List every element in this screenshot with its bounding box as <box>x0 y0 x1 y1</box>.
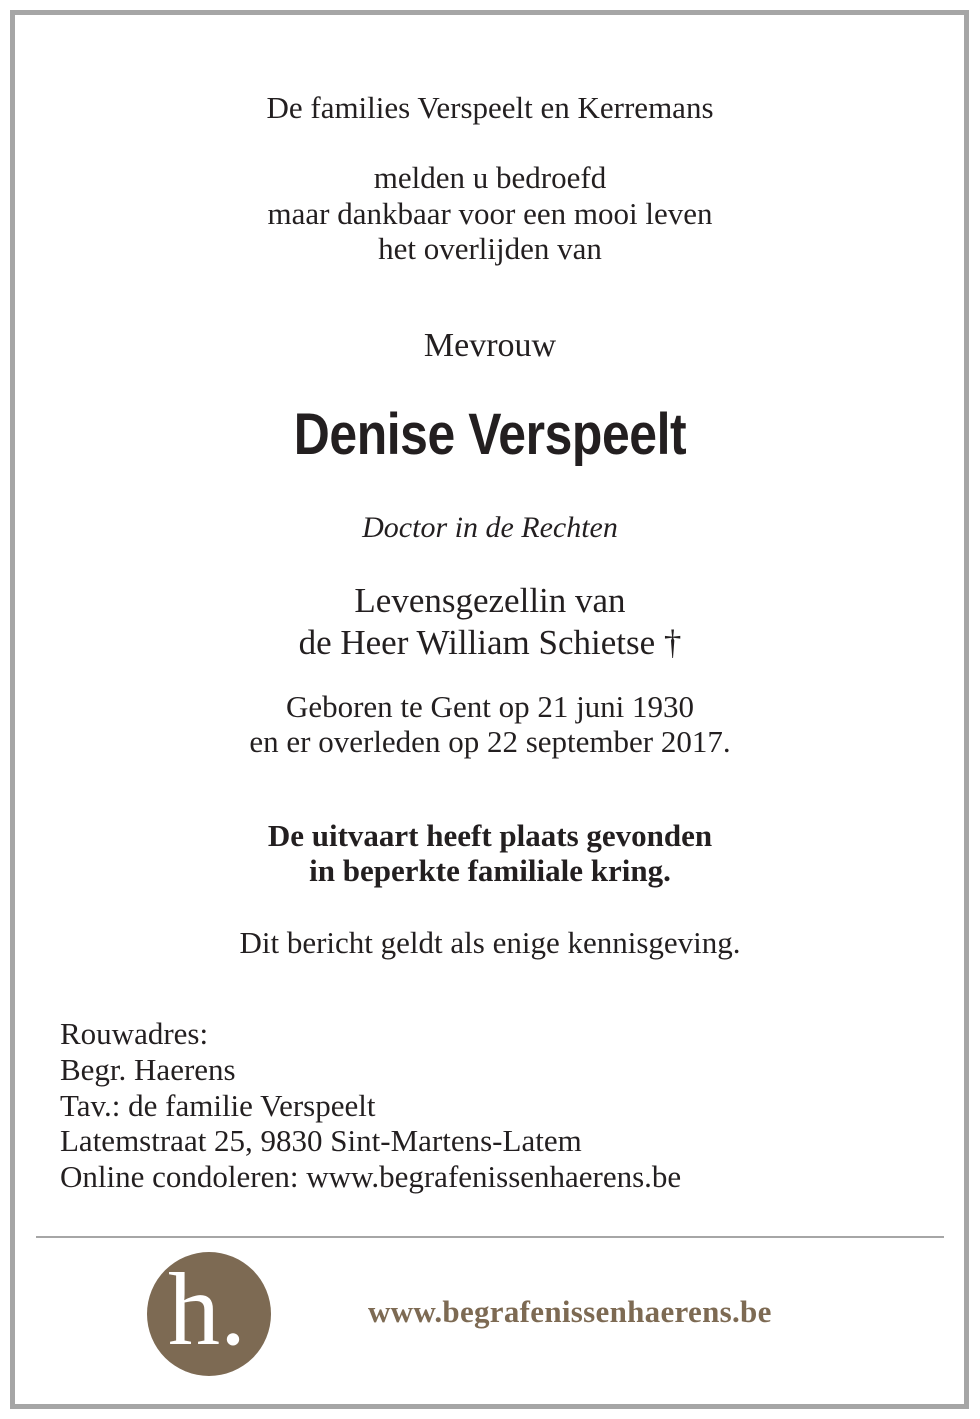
partner-line-2: de Heer William Schietse † <box>298 623 682 662</box>
haerens-logo <box>147 1252 271 1376</box>
address-attention: Tav.: de familie Verspeelt <box>60 1088 376 1123</box>
notice-line: Dit bericht geldt als enige kennisgeving. <box>239 925 741 960</box>
partner-line-1: Levensgezellin van <box>354 581 626 620</box>
deceased-title: Doctor in de Rechten <box>362 511 618 544</box>
deceased-name: Denise Verspeelt <box>293 402 687 467</box>
families-line: De families Verspeelt en Kerremans <box>266 90 714 125</box>
funeral-line-1: De uitvaart heeft plaats gevonden <box>267 818 713 853</box>
footer-website-link[interactable]: www.begrafenissenhaerens.be <box>368 1294 772 1329</box>
announcement-line-3: het overlijden van <box>378 231 602 266</box>
salutation: Mevrouw <box>423 327 557 364</box>
address-heading: Rouwadres: <box>60 1016 209 1051</box>
logo-letter: h. <box>168 1252 246 1367</box>
died-line: en er overleden op 22 september 2017. <box>249 724 731 759</box>
born-line: Geboren te Gent op 21 juni 1930 <box>285 689 695 724</box>
address-company: Begr. Haerens <box>60 1052 236 1087</box>
announcement-line-1: melden u bedroefd <box>373 160 607 195</box>
announcement-line-2: maar dankbaar voor een mooi leven <box>267 196 713 231</box>
funeral-line-2: in beperkte familiale kring. <box>309 853 671 888</box>
address-street: Latemstraat 25, 9830 Sint-Martens-Latem <box>60 1123 582 1158</box>
footer-divider <box>36 1236 944 1238</box>
address-online: Online condoleren: www.begrafenissenhaerens.be <box>60 1159 682 1194</box>
